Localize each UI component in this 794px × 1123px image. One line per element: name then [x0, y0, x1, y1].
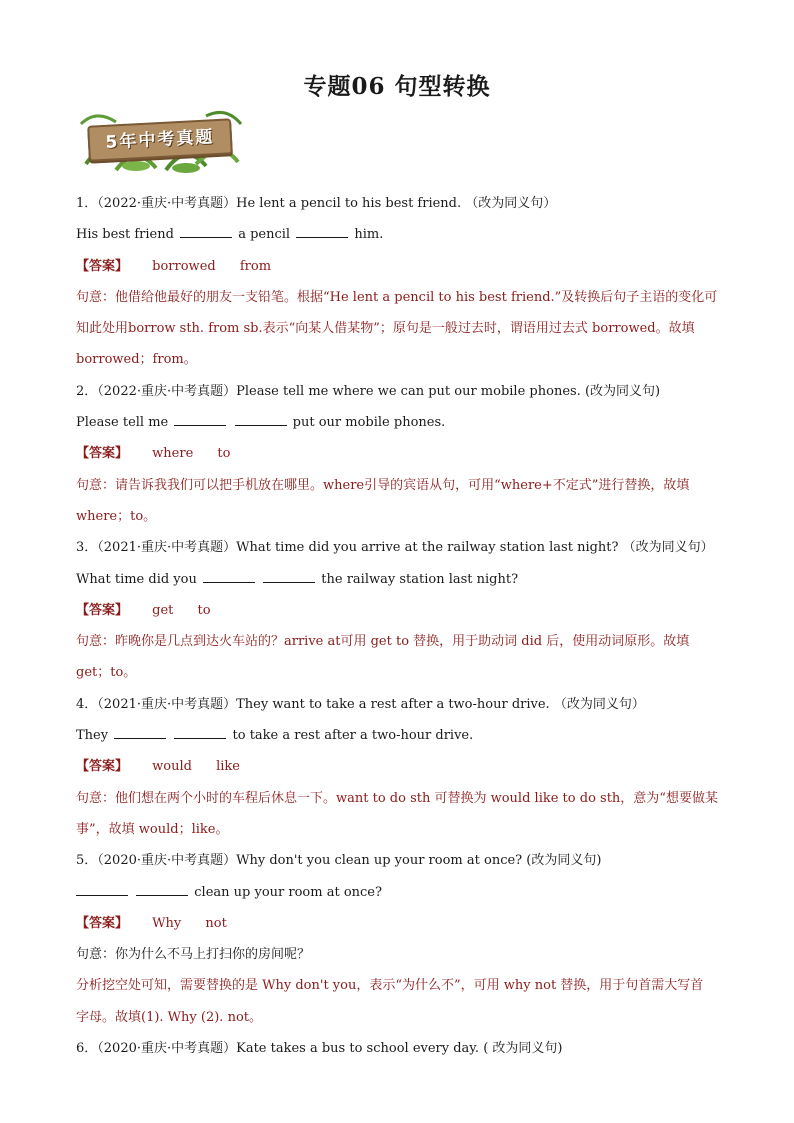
- section-banner: [76, 104, 244, 176]
- note-line: where；to。: [76, 508, 157, 524]
- note-line: 分析挖空处可知，需要替换的是 Why don't you，表示“为什么不”，可用 why not 替换，用于句首需大写首: [76, 978, 704, 994]
- banner-board: [87, 118, 233, 161]
- blank[interactable]: [114, 726, 166, 739]
- answer-4: 【答案】 would like: [76, 759, 240, 775]
- blank[interactable]: [174, 413, 226, 426]
- question-2: 2．（2022·重庆·中考真题）Please tell me where we can put our mobile phones. (改为同义句): [76, 383, 661, 399]
- note-line: 句意：请告诉我我们可以把手机放在哪里。where引导的宾语从句，可用“where+不定式”进行替换，故填: [76, 477, 690, 493]
- banner-text: 5年中考真题: [105, 127, 215, 153]
- answer-1: 【答案】 borrowed from: [76, 258, 272, 274]
- note-line: 句意：昨晚你是几点到达火车站的？arrive at可用 get to 替换，用于助动词 did 后，使用动词原形。故填: [76, 634, 690, 650]
- note-line: 字母。故填(1). Why (2). not。: [76, 1009, 262, 1025]
- note-line: 句意：他们想在两个小时的车程后休息一下。want to do sth 可替换为 would like to do sth，意为“想要做某: [76, 790, 718, 806]
- note-line: 句意：你为什么不马上打扫你的房间呢？: [76, 947, 311, 963]
- note-line: borrowed；from。: [76, 352, 197, 368]
- question-3: 3．（2021·重庆·中考真题）What time did you arrive at the railway station last night? （改为同义句）: [76, 540, 714, 556]
- question-5: 5．（2020·重庆·中考真题）Why don't you clean up your room at once? (改为同义句): [76, 853, 602, 869]
- question-4: 4．（2021·重庆·中考真题）They want to take a rest after a two-hour drive. （改为同义句）: [76, 696, 645, 712]
- answer-2: 【答案】 where to: [76, 446, 231, 462]
- answer-3: 【答案】 get to: [76, 602, 211, 618]
- blank[interactable]: [235, 413, 287, 426]
- blank[interactable]: [263, 570, 315, 583]
- blank[interactable]: [296, 225, 348, 238]
- sentence-4: They to take a rest after a two-hour drive.: [76, 728, 474, 744]
- sentence-1: His best friend a pencil him.: [76, 227, 384, 243]
- note-line: 事”，故填 would；like。: [76, 821, 229, 837]
- note-line: 句意：他借给他最好的朋友一支铅笔。根据“He lent a pencil to his best friend.”及转换后句子主语的变化可: [76, 289, 718, 305]
- sentence-2: Please tell me put our mobile phones.: [76, 415, 446, 431]
- blank[interactable]: [203, 570, 255, 583]
- question-list: [76, 188, 726, 1064]
- note-line: get；to。: [76, 665, 137, 681]
- sentence-5: clean up your room at once?: [76, 877, 726, 908]
- question-1: 1．（2022·重庆·中考真题）He lent a pencil to his best friend. （改为同义句）: [76, 196, 557, 211]
- blank[interactable]: [136, 883, 188, 896]
- blank[interactable]: [174, 726, 226, 739]
- blank[interactable]: [180, 225, 232, 238]
- blank[interactable]: [76, 883, 128, 896]
- answer-5: 【答案】 Why not: [76, 915, 227, 931]
- note-line: 知此处用borrow sth. from sb.表示“向某人借某物”；原句是一般过去时，谓语用过去式 borrowed。故填: [76, 321, 695, 337]
- sentence-3: What time did you the railway station last night?: [76, 571, 519, 587]
- question-6: 6．（2020·重庆·中考真题）Kate takes a bus to school every day. ( 改为同义句): [76, 1041, 563, 1057]
- page-title: 专题06 句型转换: [303, 73, 491, 100]
